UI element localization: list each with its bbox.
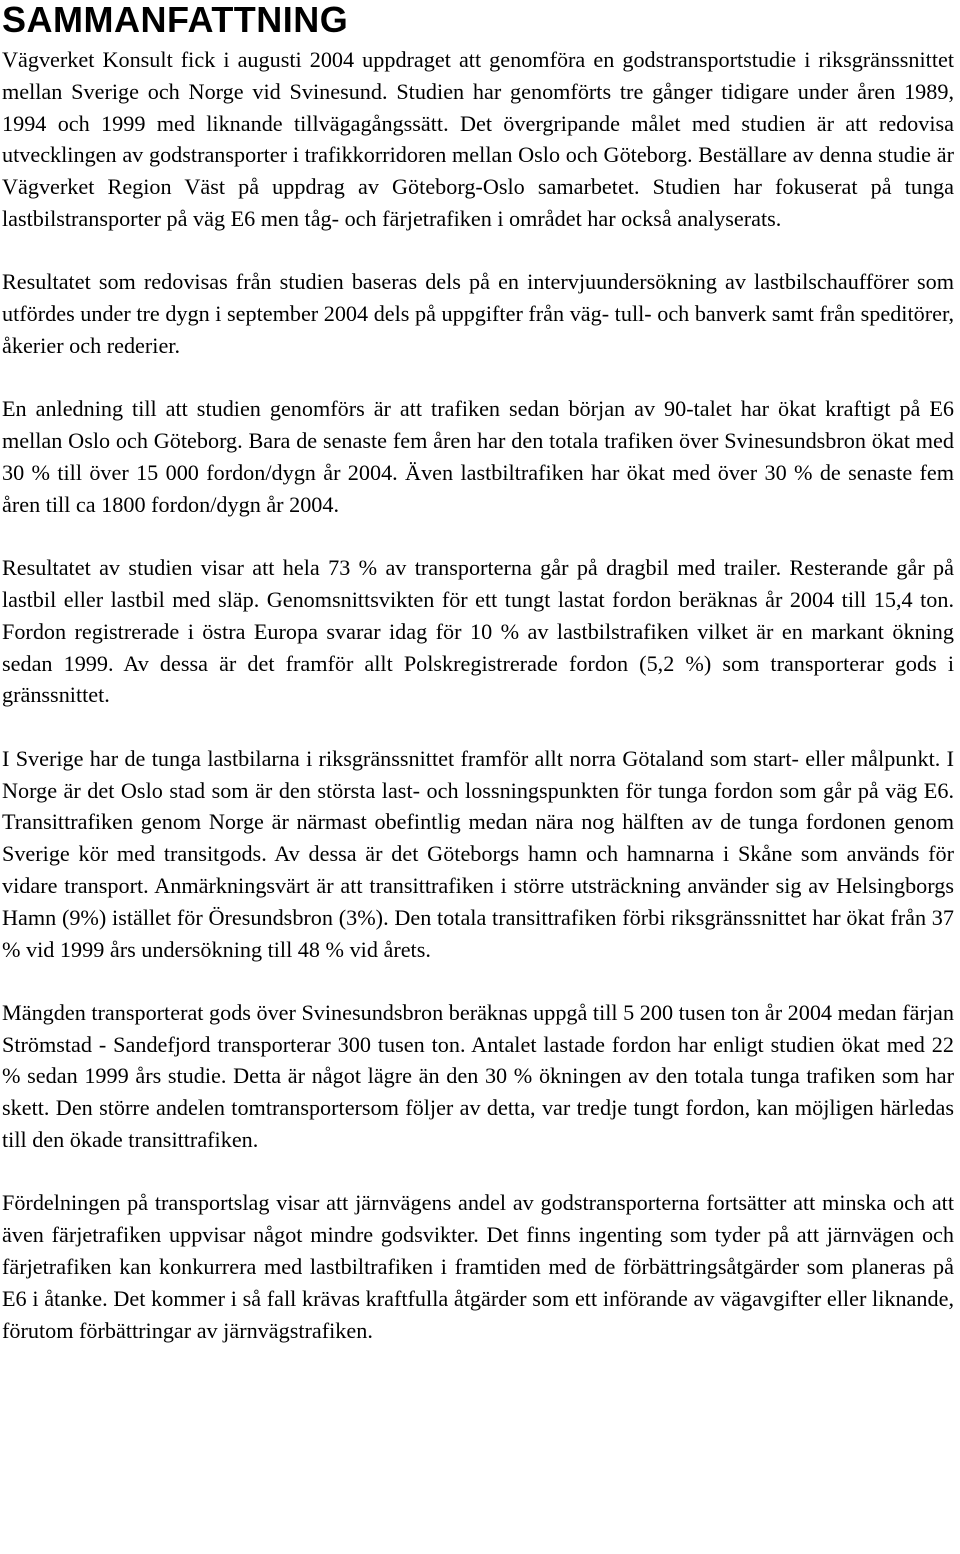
section-heading: SAMMANFATTNING xyxy=(2,0,349,40)
paragraph-origins: I Sverige har de tunga lastbilarna i riksgränssnittet framför allt norra Götaland som start- eller målpunkt. I Norge är det Oslo stad som är den största last- och lossningspunkten för tunga fordon som går på väg E6. Transittrafiken genom Norge är närmast obefintlig medan nära nog hälften av de tunga fordonen genom Sverige kör med transitgods. Av dessa är det Göteborgs hamn och hamnarna i Skåne som används för vidare transport. Anmärkningsvärt är att transittrafiken i större utsträckning använder sig av Helsingborgs Hamn (9%) istället för Öresundsbron (3%). Den totala transittrafiken förbi riksgränssnittet har ökat från 37 % vid 1999 års undersökning till 48 % vid årets. xyxy=(2,745,954,962)
paragraph-goods-volume: Mängden transporterat gods över Svinesundsbron beräknas uppgå till 5 200 tusen ton år 2004 medan färjan Strömstad - Sandefjord transporterar 300 tusen ton. Antalet lastade fordon har enligt studien ökat med 22 % sedan 1999 års studie. Detta är något lägre än den 30 % ökningen av den totala tunga trafiken som har skett. Den större andelen tomtransportersom följer av detta, var tredje tungt fordon, kan möjligen härledas till den ökade transittrafiken. xyxy=(2,999,954,1153)
paragraph-background: En anledning till att studien genomförs är att trafiken sedan början av 90-talet har ökat kraftigt på E6 mellan Oslo och Göteborg. Bara de senaste fem åren har den totala trafiken över Svinesundsbron ökat med 30 % till över 15 000 fordon/dygn år 2004. Även lastbiltrafiken har ökat med över 30 % de senaste fem åren till ca 1800 fordon/dygn år 2004. xyxy=(2,396,954,517)
paragraph-intro: Vägverket Konsult fick i augusti 2004 uppdraget att genomföra en godstransportstudie i riksgränssnittet mellan Sverige och Norge vid Svinesund. Studien har genomförts tre gånger tidigare under åren 1989, 1994 och 1999 med liknande tillvägagångssätt. Det övergripande målet med studien är att redovisa utvecklingen av godstransporter i trafikkorridoren mellan Oslo och Göteborg. Beställare av denna studie är Vägverket Region Väst på uppdrag av Göteborg-Oslo samarbetet. Studien har fokuserat på tunga lastbilstransporter på väg E6 men tåg- och färjetrafiken i området har också analyserats. xyxy=(2,47,954,231)
paragraph-method: Resultatet som redovisas från studien baseras dels på en intervjuundersökning av lastbilschaufförer som utfördes under tre dygn i september 2004 dels på uppgifter från väg- tull- och banverk samt från speditörer, åkerier och rederier. xyxy=(2,269,954,358)
paragraph-modal-split: Fördelningen på transportslag visar att järnvägens andel av godstransporterna fortsätter att minska och att även färjetrafiken uppvisar något mindre godsvikter. Det finns ingenting som tyder på att järnvägen och färjetrafiken kan konkurrera med lastbiltrafiken i framtiden med de förbättringsåtgärder som planeras på E6 i åtanke. Det kommer i så fall krävas kraftfulla åtgärder som ett införande av vägavgifter eller liknande, förutom förbättringar av järnvägstrafiken. xyxy=(2,1190,954,1343)
paragraph-vehicle-types: Resultatet av studien visar att hela 73 % av transporterna går på dragbil med trailer. Resterande går på lastbil eller lastbil med släp. Genomsnittsvikten för ett tungt lastat fordon beräknas år 2004 till 15,4 ton. Fordon registrerade i östra Europa svarar idag för 10 % av lastbilstrafiken vilket är en markant ökning sedan 1999. Av dessa är det framför allt Polskregistrerade fordon (5,2 %) som transporterar gods i gränssnittet. xyxy=(2,555,954,708)
